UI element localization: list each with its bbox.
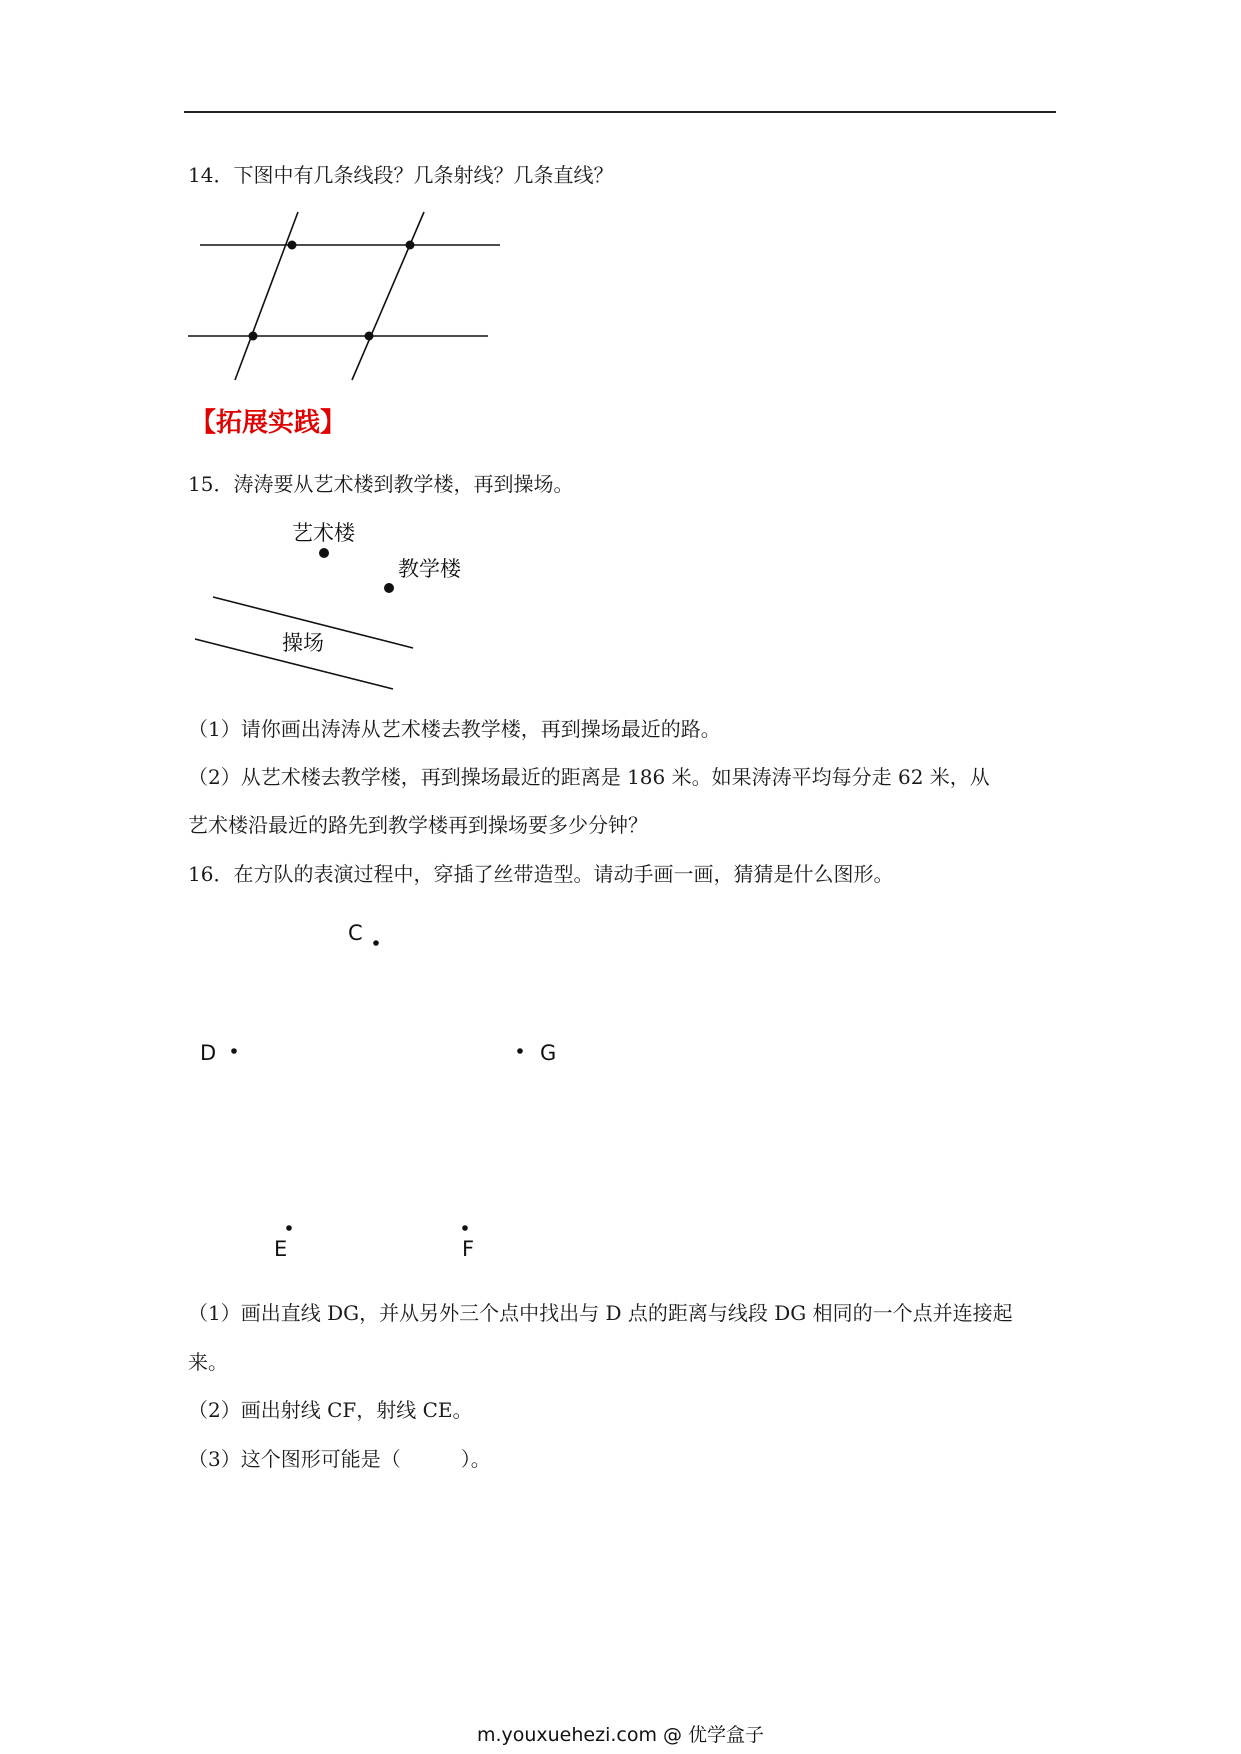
q16-part1-line1: （1）画出直线 DG，并从另外三个点中找出与 D 点的距离与线段 DG 相同的一个点并连接起 [188,1301,1013,1325]
playground-label: 操场 [282,631,324,655]
point-c [373,940,379,946]
q16-part3: （3）这个图形可能是（ ）。 [188,1447,491,1471]
q15-part1: （1）请你画出涛涛从艺术楼去教学楼，再到操场最近的路。 [188,717,721,741]
teaching-building-label: 教学楼 [398,557,461,581]
q14-text: 14．下图中有几条线段？几条射线？几条直线？ [188,163,614,187]
point-f-label: F [462,1237,475,1261]
point-f [462,1225,468,1231]
q16-part2: （2）画出射线 CF，射线 CE。 [188,1398,473,1422]
q15-part2-line1: （2）从艺术楼去教学楼，再到操场最近的距离是 186 米。如果涛涛平均每分走 62 米，从 [188,765,990,789]
point-d [231,1048,237,1054]
q15-text: 15．涛涛要从艺术楼到教学楼，再到操场。 [188,472,574,496]
q16-part1-line2: 来。 [188,1350,228,1374]
q15-part2-line2: 艺术楼沿最近的路先到教学楼再到操场要多少分钟？ [188,813,648,837]
point-g [517,1048,523,1054]
section-heading: 【拓展实践】 [190,408,347,438]
q16-text: 16．在方队的表演过程中，穿插了丝带造型。请动手画一画，猜猜是什么图形。 [188,862,894,886]
point-e-label: E [274,1237,288,1261]
point-g-label: G [540,1041,557,1065]
art-building-label: 艺术楼 [292,521,355,545]
point-c-label: C [348,921,363,945]
point-d-label: D [200,1041,217,1065]
footer-watermark: m.youxuehezi.com @ 优学盒子 [476,1724,765,1746]
point-e [286,1225,292,1231]
